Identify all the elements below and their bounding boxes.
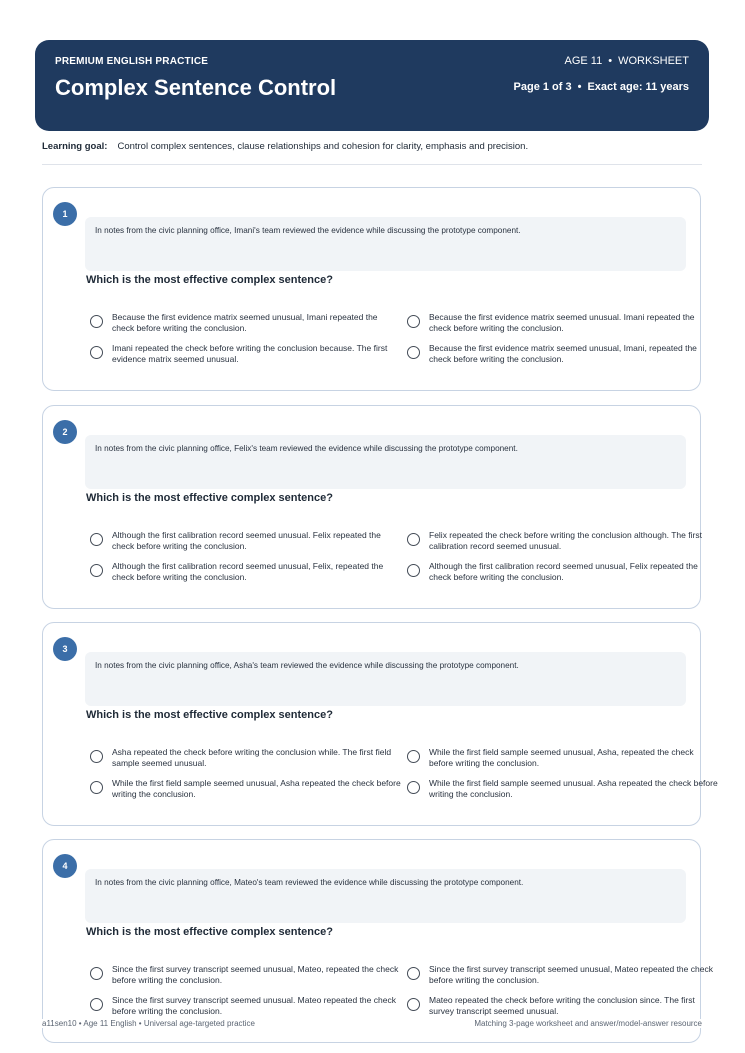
header-page-info: [514, 81, 689, 93]
answer-option-text: Asha repeated the check before writing the conclusion while. The first field sample seemed unusual.: [112, 747, 392, 768]
answer-option-text: Since the first survey transcript seemed unusual, Mateo, repeated the check before writing the conclusion.: [112, 964, 399, 985]
header-kicker: PREMIUM ENGLISH PRACTICE: [55, 56, 209, 67]
answer-option-text: Mateo repeated the check before writing the conclusion since. The first survey transcript seemed unusual.: [429, 995, 695, 1016]
learning-goal: [42, 141, 528, 152]
radio-button[interactable]: [407, 346, 420, 359]
exact-age: Exact age: 11 years: [587, 81, 689, 93]
divider: [42, 164, 702, 165]
question-number-badge: 1: [53, 202, 77, 226]
learning-goal-text: Control complex sentences, clause relationships and cohesion for clarity, emphasis and precision.: [117, 141, 529, 152]
question-number-badge: 4: [53, 854, 77, 878]
radio-button[interactable]: [90, 781, 103, 794]
answer-option-text: Since the first survey transcript seemed unusual. Mateo repeated the check before writing the conclusion.: [112, 995, 396, 1016]
footer-left: a11sen10 • Age 11 English • Universal age-targeted practice: [42, 1019, 258, 1028]
question-prompt: Which is the most effective complex sentence?: [86, 926, 333, 938]
answer-option-text: While the first field sample seemed unusual. Asha repeated the check before writing the conclusion.: [429, 778, 718, 799]
header-age: AGE 11: [564, 55, 603, 67]
answer-option-text: Because the first evidence matrix seemed unusual. Imani repeated the check before writing the conclusion.: [429, 312, 695, 333]
radio-button[interactable]: [90, 315, 103, 328]
learning-goal-label: Learning goal:: [42, 141, 108, 152]
footer-right: Matching 3-page worksheet and answer/model-answer resource: [471, 1019, 702, 1028]
header-separator: •: [608, 55, 613, 67]
question-card: [42, 187, 701, 391]
radio-button[interactable]: [407, 998, 420, 1011]
answer-option-text: Because the first evidence matrix seemed unusual, Imani repeated the check before writing the conclusion.: [112, 312, 378, 333]
radio-button[interactable]: [90, 967, 103, 980]
page-title: Complex Sentence Control: [55, 75, 337, 100]
question-card: [42, 839, 713, 1043]
header-separator: •: [577, 81, 582, 93]
header-type: WORKSHEET: [618, 55, 689, 67]
radio-button[interactable]: [407, 967, 420, 980]
radio-button[interactable]: [90, 750, 103, 763]
radio-button[interactable]: [90, 564, 103, 577]
answer-option-text: Since the first survey transcript seemed unusual, Mateo repeated the check before writing the conclusion.: [429, 964, 713, 985]
question-number-badge: 3: [53, 637, 77, 661]
radio-button[interactable]: [407, 315, 420, 328]
question-context: In notes from the civic planning office, Mateo's team reviewed the evidence while discussing the prototype component.: [85, 869, 686, 923]
question-context: In notes from the civic planning office, Felix's team reviewed the evidence while discussing the prototype component.: [85, 435, 686, 489]
question-context: In notes from the civic planning office, Imani's team reviewed the evidence while discussing the prototype component.: [85, 217, 686, 271]
radio-button[interactable]: [407, 781, 420, 794]
question-prompt: Which is the most effective complex sentence?: [86, 709, 333, 721]
page-number: Page 1 of 3: [513, 81, 572, 93]
question-prompt: Which is the most effective complex sentence?: [86, 492, 333, 504]
answer-option-text: Although the first calibration record seemed unusual. Felix repeated the check before writing the conclusion.: [112, 530, 381, 551]
radio-button[interactable]: [90, 533, 103, 546]
answer-option-text: Because the first evidence matrix seemed unusual, Imani, repeated the check before writing the conclusion.: [429, 343, 697, 364]
answer-option-text: While the first field sample seemed unusual, Asha, repeated the check before writing the conclusion.: [429, 747, 694, 768]
radio-button[interactable]: [407, 564, 420, 577]
answer-option-text: Although the first calibration record seemed unusual, Felix, repeated the check before writing the conclusion.: [112, 561, 384, 582]
answer-option-text: Felix repeated the check before writing the conclusion although. The first calibration record seemed unusual.: [429, 530, 702, 551]
worksheet-header: [35, 40, 709, 131]
answer-option-text: Imani repeated the check before writing the conclusion because. The first evidence matrix seemed unusual.: [112, 343, 388, 364]
answer-option-text: While the first field sample seemed unusual, Asha repeated the check before writing the conclusion.: [112, 778, 401, 799]
question-number-badge: 2: [53, 420, 77, 444]
radio-button[interactable]: [90, 998, 103, 1011]
radio-button[interactable]: [407, 750, 420, 763]
question-card: [42, 622, 718, 826]
question-context: In notes from the civic planning office, Asha's team reviewed the evidence while discussing the prototype component.: [85, 652, 686, 706]
question-prompt: Which is the most effective complex sentence?: [86, 274, 333, 286]
answer-option-text: Although the first calibration record seemed unusual, Felix repeated the check before writing the conclusion.: [429, 561, 698, 582]
radio-button[interactable]: [90, 346, 103, 359]
header-age-type: [565, 55, 689, 67]
question-card: [42, 405, 701, 609]
radio-button[interactable]: [407, 533, 420, 546]
